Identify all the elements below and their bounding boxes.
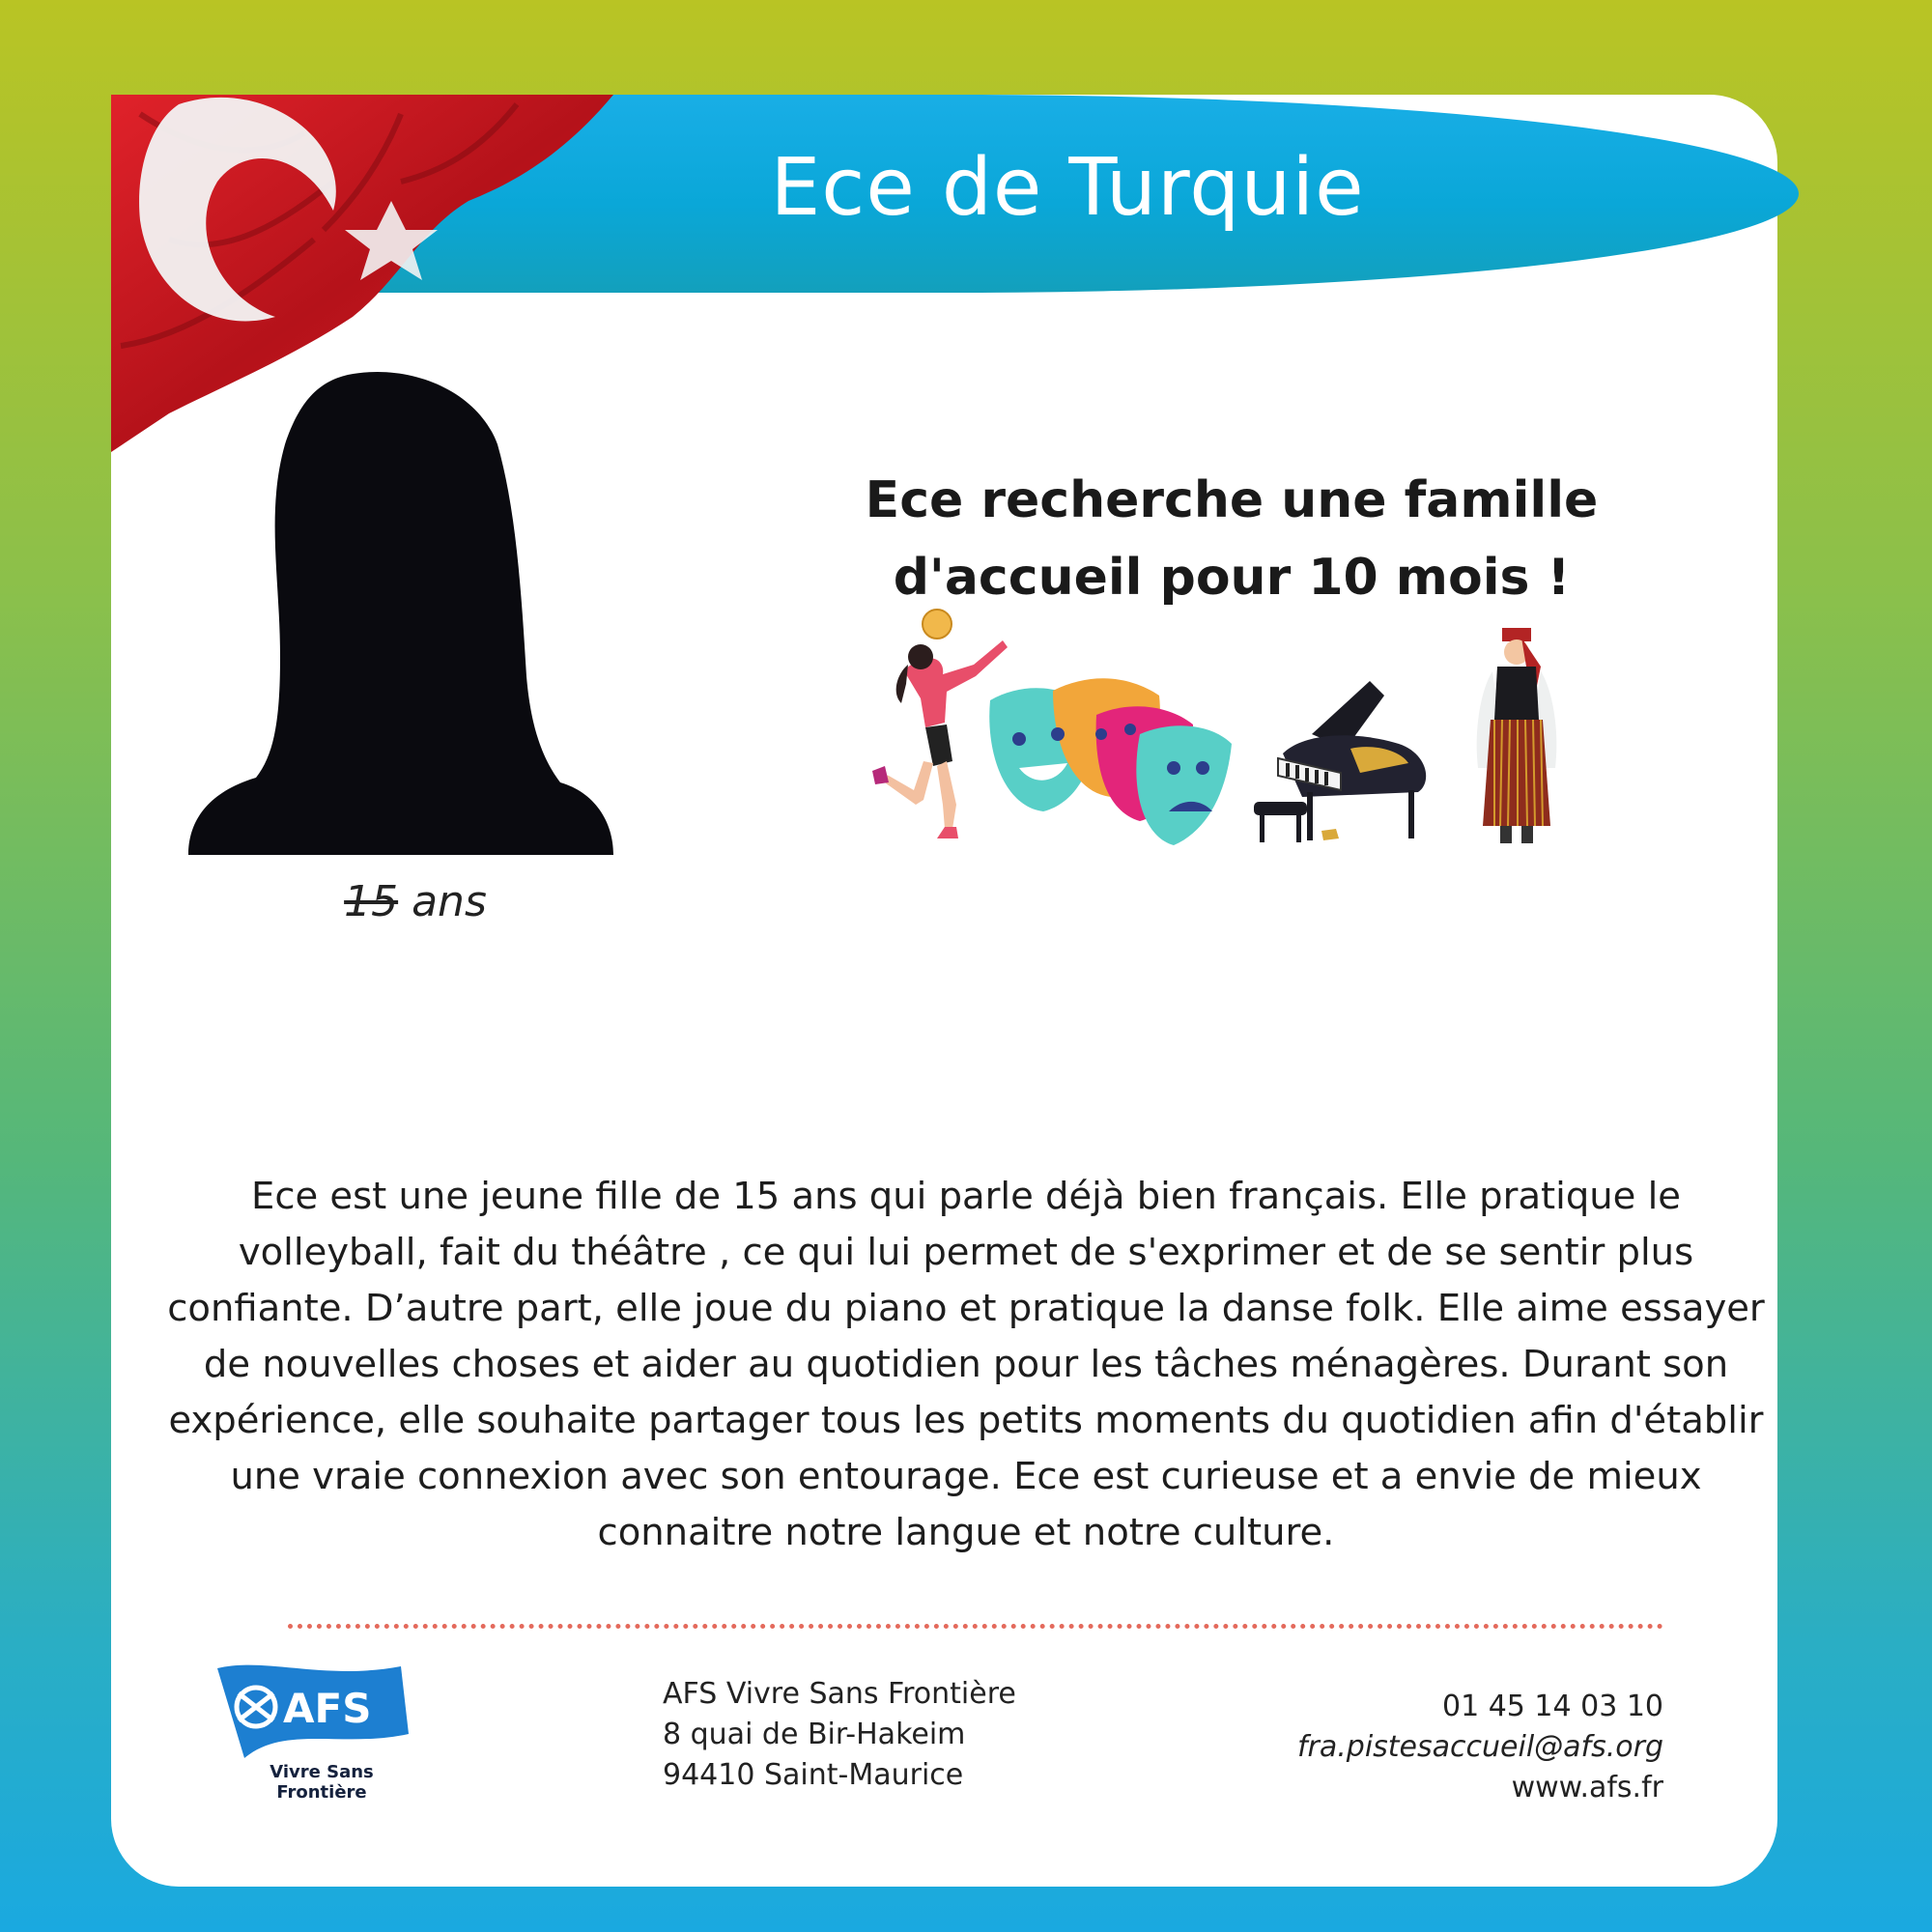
afs-tagline-line-1: Vivre Sans [270, 1762, 374, 1782]
afs-logo-text: AFS [283, 1685, 372, 1732]
age-unit: ans [398, 877, 487, 926]
headline-line-2: d'accueil pour 10 mois ! [893, 549, 1571, 607]
website-link[interactable]: www.afs.fr [1511, 1771, 1663, 1804]
profile-silhouette [188, 367, 613, 855]
afs-logo [208, 1657, 420, 1811]
grand-piano-icon [1254, 676, 1433, 845]
age-label [319, 877, 512, 935]
email-link[interactable]: fra.pistesaccueil@afs.org [1296, 1730, 1663, 1764]
age-number: 15 [344, 877, 399, 926]
theatre-masks-icon [985, 676, 1232, 850]
address-line-1: AFS Vivre Sans Frontière [663, 1677, 1016, 1711]
description-text: Ece est une jeune fille de 15 ans qui parle déjà bien français. Elle pratique le volleyball, fait du théâtre , ce qui lui permet de s'exprimer et de se sentir plus confiante. D’autre part, elle joue du piano et pratique la danse folk. Elle aime essayer de nouvelles choses et aider au quotidien pour les tâches ménagères. Durant son expérience, elle souhaite partager tous les petits moments du quotidien afin d'établir une vraie connexion avec son entourage. Ece est curieuse et a envie de mieux connaitre notre langue et notre culture. [167, 1175, 1765, 1554]
divider [288, 1624, 1663, 1629]
address-block [663, 1674, 1146, 1800]
headline [811, 462, 1652, 616]
phone-number: 01 45 14 03 10 [1441, 1690, 1663, 1723]
folk-dancer-icon [1473, 628, 1560, 845]
contact-block [1179, 1687, 1663, 1812]
page-title: Ece de Turquie [770, 142, 1365, 234]
address-line-2: 8 quai de Bir-Hakeim [663, 1718, 966, 1751]
headline-line-1: Ece recherche une famille [865, 471, 1599, 529]
afs-tagline-line-2: Frontière [276, 1782, 367, 1803]
address-line-3: 94410 Saint-Maurice [663, 1758, 964, 1792]
